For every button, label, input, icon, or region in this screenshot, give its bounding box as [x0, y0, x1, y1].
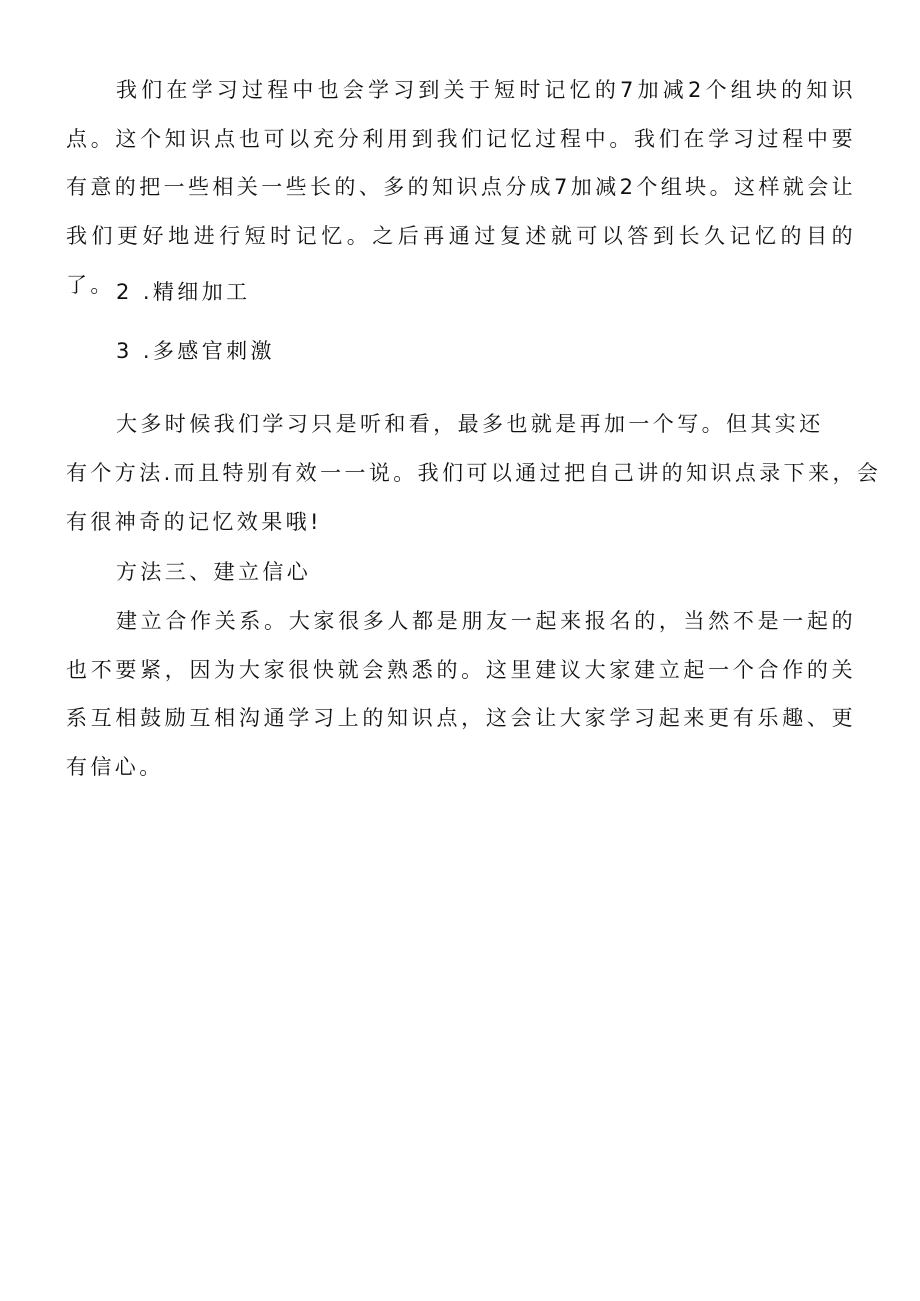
paragraph-short-term-memory: 我们在学习过程中也会学习到关于短时记忆的7加减2个组块的知识点。这个知识点也可以充分利用到我们记忆过程中。我们在学习过程中要有意的把一些相关一些长的、多的知识点分成7加减2个组块。这样就会让我们更好地进行短时记忆。之后再通过复述就可以答到长久记忆的目的了。 — [66, 78, 856, 297]
paragraph-cooperation: 建立合作关系。大家很多人都是朋友一起来报名的，当然不是一起的也不要紧，因为大家很快就会熟悉的。这里建议大家建立起一个合作的关系互相鼓励互相沟通学习上的知识点，这会让大家学习起来更有乐趣、更有信心。 — [66, 609, 856, 780]
paragraph-speaking-line-1: 大多时候我们学习只是听和看，最多也就是再加一个写。但其实还 — [116, 412, 824, 436]
paragraph-speaking-line-2: 有个方法.而且特别有效一一说。我们可以通过把自己讲的知识点录下来，会 — [66, 461, 882, 485]
item-multisensory-stimulation: 3 .多感官刺激 — [116, 339, 275, 363]
heading-method-three: 方法三、建立信心 — [116, 560, 312, 584]
paragraph-speaking-line-3: 有很神奇的记忆效果哦! — [66, 510, 322, 534]
item-elaborative-processing: 2 .精细加工 — [116, 280, 251, 304]
